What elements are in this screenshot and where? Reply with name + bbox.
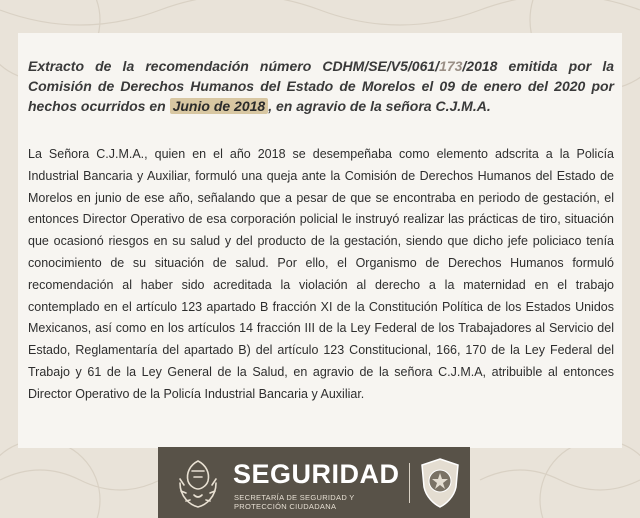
document-body: La Señora C.J.M.A., quien en el año 2018 se desempeñaba como elemento adscrita a la Policía Industrial Bancaria y Auxiliar, formuló una queja ante la Comisión de Derechos Humanos del Estado de Morelos en junio de ese año, señalando que a pesar de que se encontraba en periodo de gestación, el entonces Director Operativo de esa corporación policial le instruyó realizar las prácticas de tiro, situación que ocasionó riesgos en su salud y del producto de la gestación, siendo que dicho jefe policiaco tenía conocimiento de su situación de salud. Por ello, el Organismo de Derechos Humanos formuló recomendación al haber sido acreditada la violación al derecho a la maternidad en el trabajo contemplado en el artículo 123 apartado B fracción XI de la Constitución Política de los Estados Unidos Mexicanos, así como en los artículos 14 fracción III de la Ley Federal de los Trabajadores al Servicio del Estado, Reglamentaría del apartado B) del artículo 123 Constitucional, 166, 170 de la Ley Federal del Trabajo y 61 de la Ley General de la Salud, en agravio de la señora C.J.M.A, atribuible al entonces Director Operativo de la Policía Industrial Bancaria y Auxiliar. <box>28 147 614 401</box>
mexican-coat-of-arms-icon <box>172 455 224 511</box>
brand-subtitle: SECRETARÍA DE SEGURIDAD Y PROTECCIÓN CIUDADANA <box>234 493 355 511</box>
headline-part-1: Extracto de la recomendación número CDHM/SE/V5/061/ <box>28 58 440 74</box>
highlighted-date: Junio de 2018 <box>170 98 269 114</box>
police-badge-icon <box>418 457 462 509</box>
footer-divider <box>409 463 410 503</box>
recommendation-number: 173 <box>439 58 463 74</box>
footer-banner <box>158 447 470 518</box>
document-headline <box>28 56 614 116</box>
headline-part-3: , en agravio de la señora C.J.M.A. <box>268 98 491 114</box>
brand-title: SEGURIDAD <box>233 459 400 489</box>
headline-part-2: /2018 emitida por la Comisión de Derechos Humanos del Estado de Morelos el 09 de enero del 2020 por hechos ocurridos en <box>28 58 614 114</box>
